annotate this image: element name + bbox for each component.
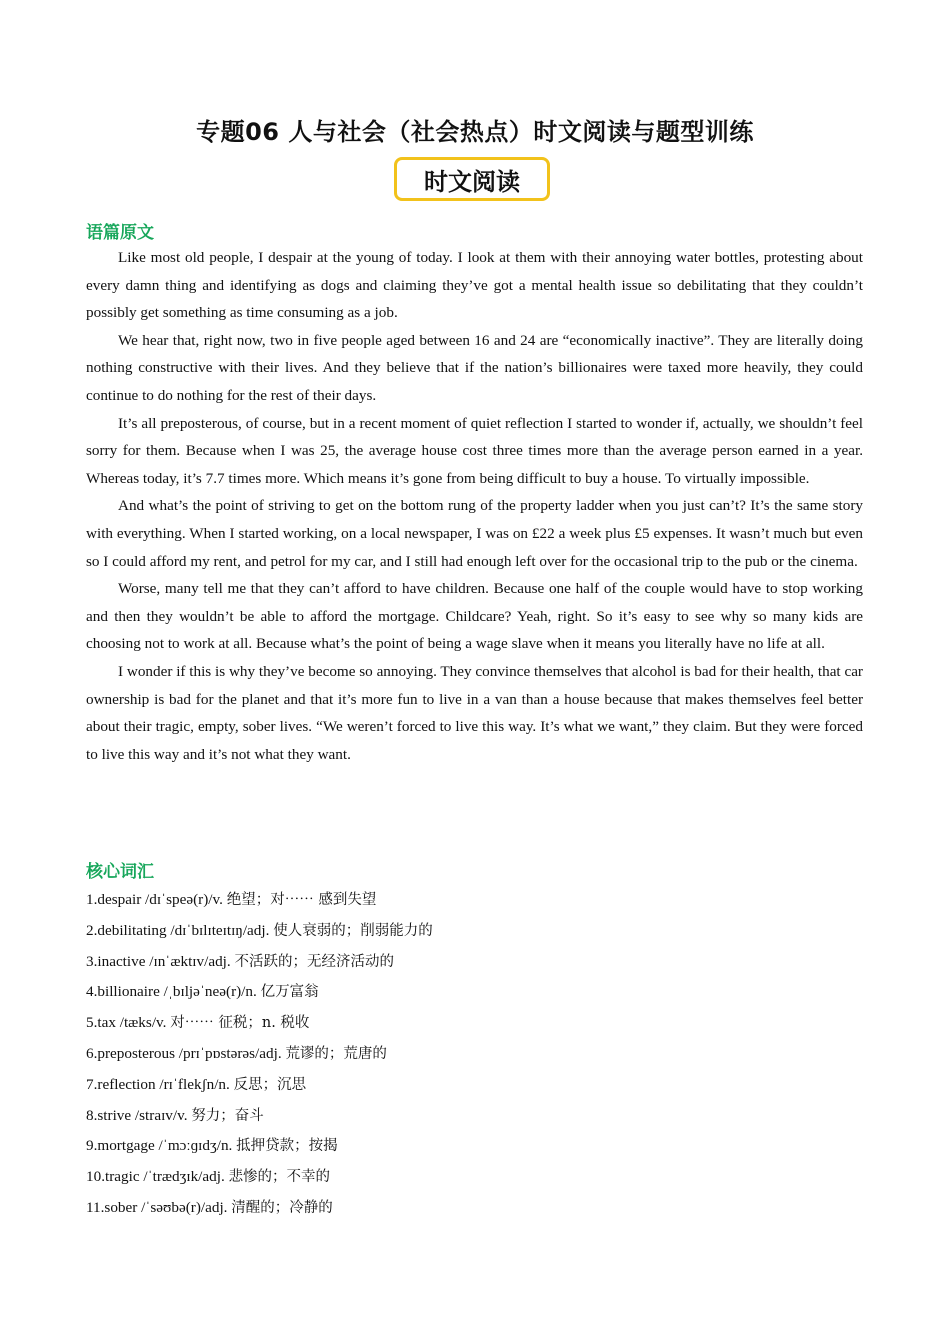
vocab-term: 10.tragic /ˈtrædʒɪk/adj. <box>86 1168 229 1186</box>
passage-paragraph: Like most old people, I despair at the young of today. I look at them with their annoying water bottles, protesting about every damn thing and identifying as dogs and claiming they’ve got a mental health issue so debilitating that they couldn’t possibly get something as time consuming as a job. <box>86 249 863 322</box>
vocabulary-item <box>86 1193 863 1224</box>
vocabulary-item <box>86 1070 863 1101</box>
vocab-meaning: 努力；奋斗 <box>191 1107 264 1124</box>
vocab-term: 6.preposterous /prɪˈpɒstərəs/adj. <box>86 1044 286 1062</box>
vocab-term: 11.sober /ˈsəʊbə(r)/adj. <box>86 1198 232 1216</box>
vocabulary-item <box>86 916 863 947</box>
vocab-term: 2.debilitating /dɪˈbɪlɪteɪtɪŋ/adj. <box>86 921 274 939</box>
passage-paragraph: I wonder if this is why they’ve become so annoying. They convince themselves that alcohol is bad for their health, that car ownership is bad for the planet and that it’s more fun to live in a van than a house because that makes themselves feel better about their tragic, empty, sober lives. “We weren’t forced to live this way. It’s what we want,” they claim. But they were forced to live this way and it’s not what they want. <box>86 662 863 763</box>
vocab-meaning: 亿万富翁 <box>260 984 319 1001</box>
vocabulary-item <box>86 1162 863 1193</box>
vocabulary-list <box>86 885 863 1224</box>
vocabulary-item <box>86 885 863 916</box>
vocab-term: 5.tax /tæks/v. <box>86 1014 171 1032</box>
vocab-term: 3.inactive /ɪnˈæktɪv/adj. <box>86 952 235 970</box>
vocab-meaning: 使人衰弱的；削弱能力的 <box>273 922 433 939</box>
section-label: 时文阅读 <box>424 167 520 196</box>
section-label-box <box>394 157 550 201</box>
vocabulary-item <box>86 1131 863 1162</box>
vocab-meaning: 对⋯⋯ 征税；n. 税收 <box>170 1015 310 1032</box>
vocab-term: 8.strive /straɪv/v. <box>86 1106 192 1124</box>
vocab-meaning: 清醒的；冷静的 <box>231 1199 333 1216</box>
passage-paragraph: It’s all preposterous, of course, but in a recent moment of quiet reflection I started to wonder if, actually, we shouldn’t feel sorry for them. Because when I was 25, the average house cost three times more than the average person earned in a year. Whereas today, it’s 7.7 times more. Which means it’s gone from being difficult to buy a house. To virtually impossible. <box>86 414 863 487</box>
vocab-meaning: 抵押贷款；按揭 <box>236 1138 338 1155</box>
passage-heading: 语篇原文 <box>86 223 154 243</box>
vocab-meaning: 绝望；对⋯⋯ 感到失望 <box>226 892 377 908</box>
vocabulary-item <box>86 1008 863 1039</box>
passage-paragraph: We hear that, right now, two in five people aged between 16 and 24 are “economically inactive”. They are literally doing nothing constructive with their lives. And they believe that if the nation’s billionaires were taxed more heavily, they could continue to do nothing for the rest of their days. <box>86 331 863 404</box>
vocab-meaning: 荒谬的；荒唐的 <box>285 1045 387 1062</box>
vocab-term: 4.billionaire /ˌbɪljəˈneə(r)/n. <box>86 983 261 1001</box>
vocab-term: 1.despair /dɪˈspeə(r)/v. <box>86 891 227 908</box>
vocab-meaning: 悲惨的；不幸的 <box>228 1169 331 1186</box>
vocabulary-item <box>86 947 863 978</box>
vocabulary-item <box>86 977 863 1008</box>
vocabulary-item <box>86 1101 863 1132</box>
vocab-term: 9.mortgage /ˈmɔːɡɪdʒ/n. <box>86 1137 237 1155</box>
vocab-term: 7.reflection /rɪˈflekʃn/n. <box>86 1075 234 1093</box>
vocabulary-heading: 核心词汇 <box>86 862 154 882</box>
document-title: 专题06 人与社会（社会热点）时文阅读与题型训练 <box>196 118 754 146</box>
vocab-meaning: 不活跃的；无经济活动的 <box>234 953 394 970</box>
passage-paragraph: And what’s the point of striving to get on the bottom rung of the property ladder when you just can’t? It’s the same story with everything. When I started working, on a local newspaper, I was on £22 a week plus £5 expenses. It wasn’t much but even so I could afford my rent, and petrol for my car, and I still had enough left over for the occasional trip to the pub or the cinema. <box>86 497 863 570</box>
passage-paragraph: Worse, many tell me that they can’t afford to have children. Because one half of the couple would have to stop working and then they wouldn’t be able to afford the mortgage. Childcare? Yeah, right. So it’s easy to see why so many kids are choosing not to work at all. Because what’s the point of being a wage slave when it means you literally have no life at all. <box>86 580 863 653</box>
vocab-meaning: 反思；沉思 <box>233 1076 307 1093</box>
vocabulary-item <box>86 1039 863 1070</box>
passage-body <box>86 244 863 768</box>
